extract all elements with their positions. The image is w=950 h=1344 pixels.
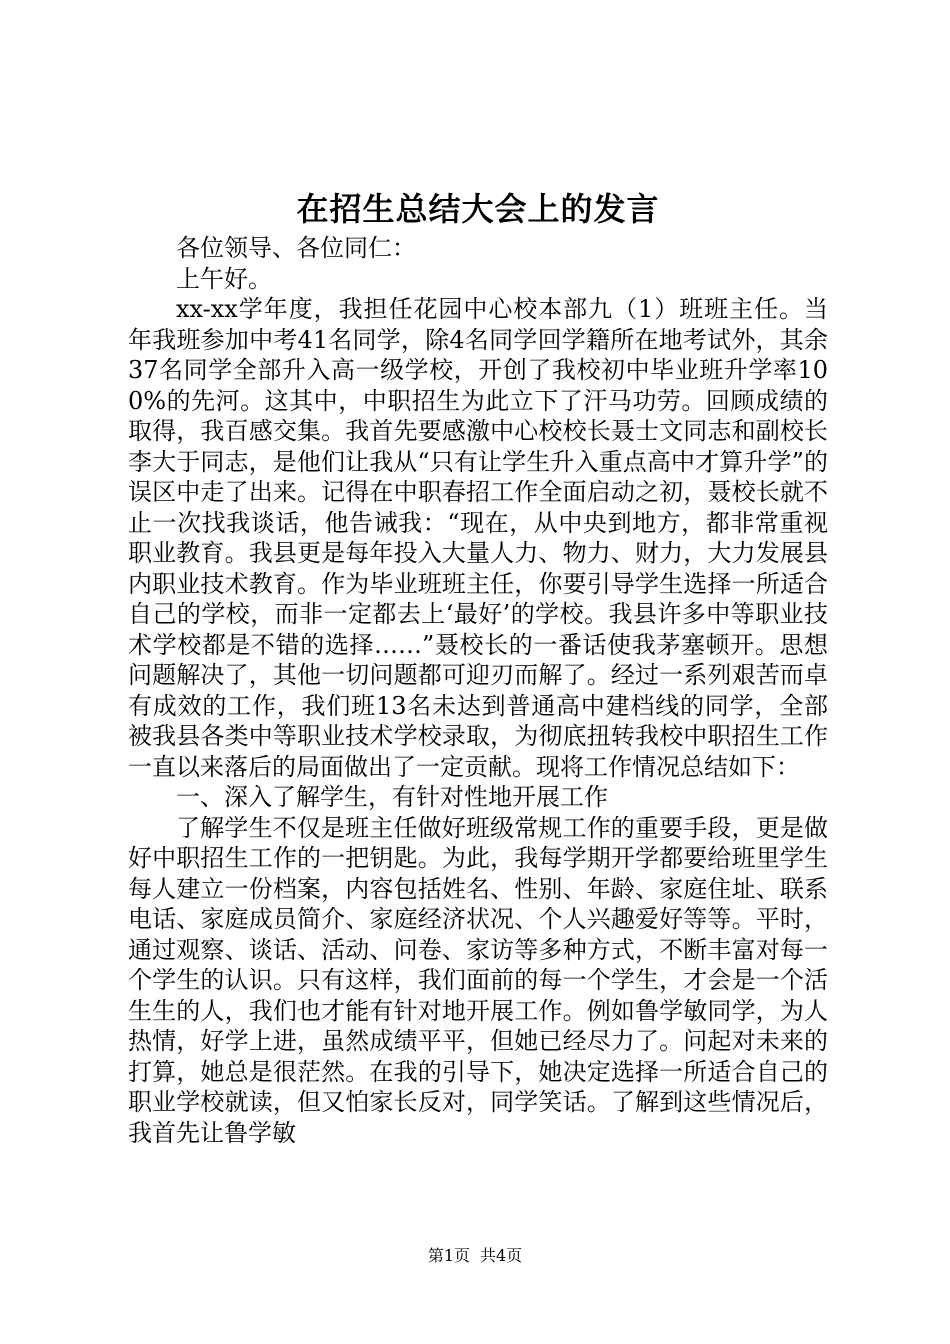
- page-footer: [0, 1246, 950, 1266]
- section-heading-1: 一、深入了解学生，有针对性地开展工作: [176, 783, 608, 811]
- document-page: [128, 185, 828, 1148]
- paragraph-section-1: 了解学生不仅是班主任做好班级常规工作的重要手段，更是做好中职招生工作的一把钥匙。为此，我每学期开学都要给班里学生每人建立一份档案，内容包括姓名、性别、年龄、家庭住址、联系电话、家庭成员简介、家庭经济状况、个人兴趣爱好等等。平时，通过观察、谈话、活动、问卷、家访等多种方式，不断丰富对每一个学生的认识。只有这样，我们面前的每一个学生，才会是一个活生生的人，我们也才能有针对地开展工作。例如鲁学敏同学，为人热情，好学上进，虽然成绩平平，但她已经尽力了。问起对未来的打算，她总是很茫然。在我的引导下，她决定选择一所适合自己的职业学校就读，但又怕家长反对，同学笑话。了解到这些情况后，我首先让鲁学敏: [128, 813, 828, 1147]
- page-total: 共4页: [480, 1246, 523, 1265]
- document-title: 在招生总结大会上的发言: [296, 190, 660, 228]
- paragraph-greeting: 各位领导、各位同仁：: [176, 234, 416, 262]
- page-number: 第1页: [427, 1246, 470, 1265]
- paragraph-intro: xx-xx学年度，我担任花园中心校本部九（1）班班主任。当年我班参加中考41名同学，除4名同学回学籍所在地考试外，其余37名同学全部升入高一级学校，开创了我校初中毕业班升学率100%的先河。这其中，中职招生为此立下了汗马功劳。回顾成绩的取得，我百感交集。我首先要感激中心校校长聂士文同志和副校长李大于同志，是他们让我从“只有让学生升入重点高中才算升学”的误区中走了出来。记得在中职春招工作全面启动之初，聂校长就不止一次找我谈话，他告诫我：“现在，从中央到地方，都非常重视职业教育。我县更是每年投入大量人力、物力、财力，大力发展县内职业技术教育。作为毕业班班主任，你要引导学生选择一所适合自己的学校，而非一定都去上‘最好’的学校。我县许多中等职业技术学校都是不错的选择……”聂校长的一番话使我茅塞顿开。思想问题解决了，其他一切问题都可迎刃而解了。经过一系列艰苦而卓有成效的工作，我们班13名未达到普通高中建档线的同学，全部被我县各类中等职业技术学校录取，为彻底扭转我校中职招生工作一直以来落后的局面做出了一定贡献。现将工作情况总结如下：: [128, 295, 828, 781]
- paragraph-salutation: 上午好。: [176, 264, 272, 293]
